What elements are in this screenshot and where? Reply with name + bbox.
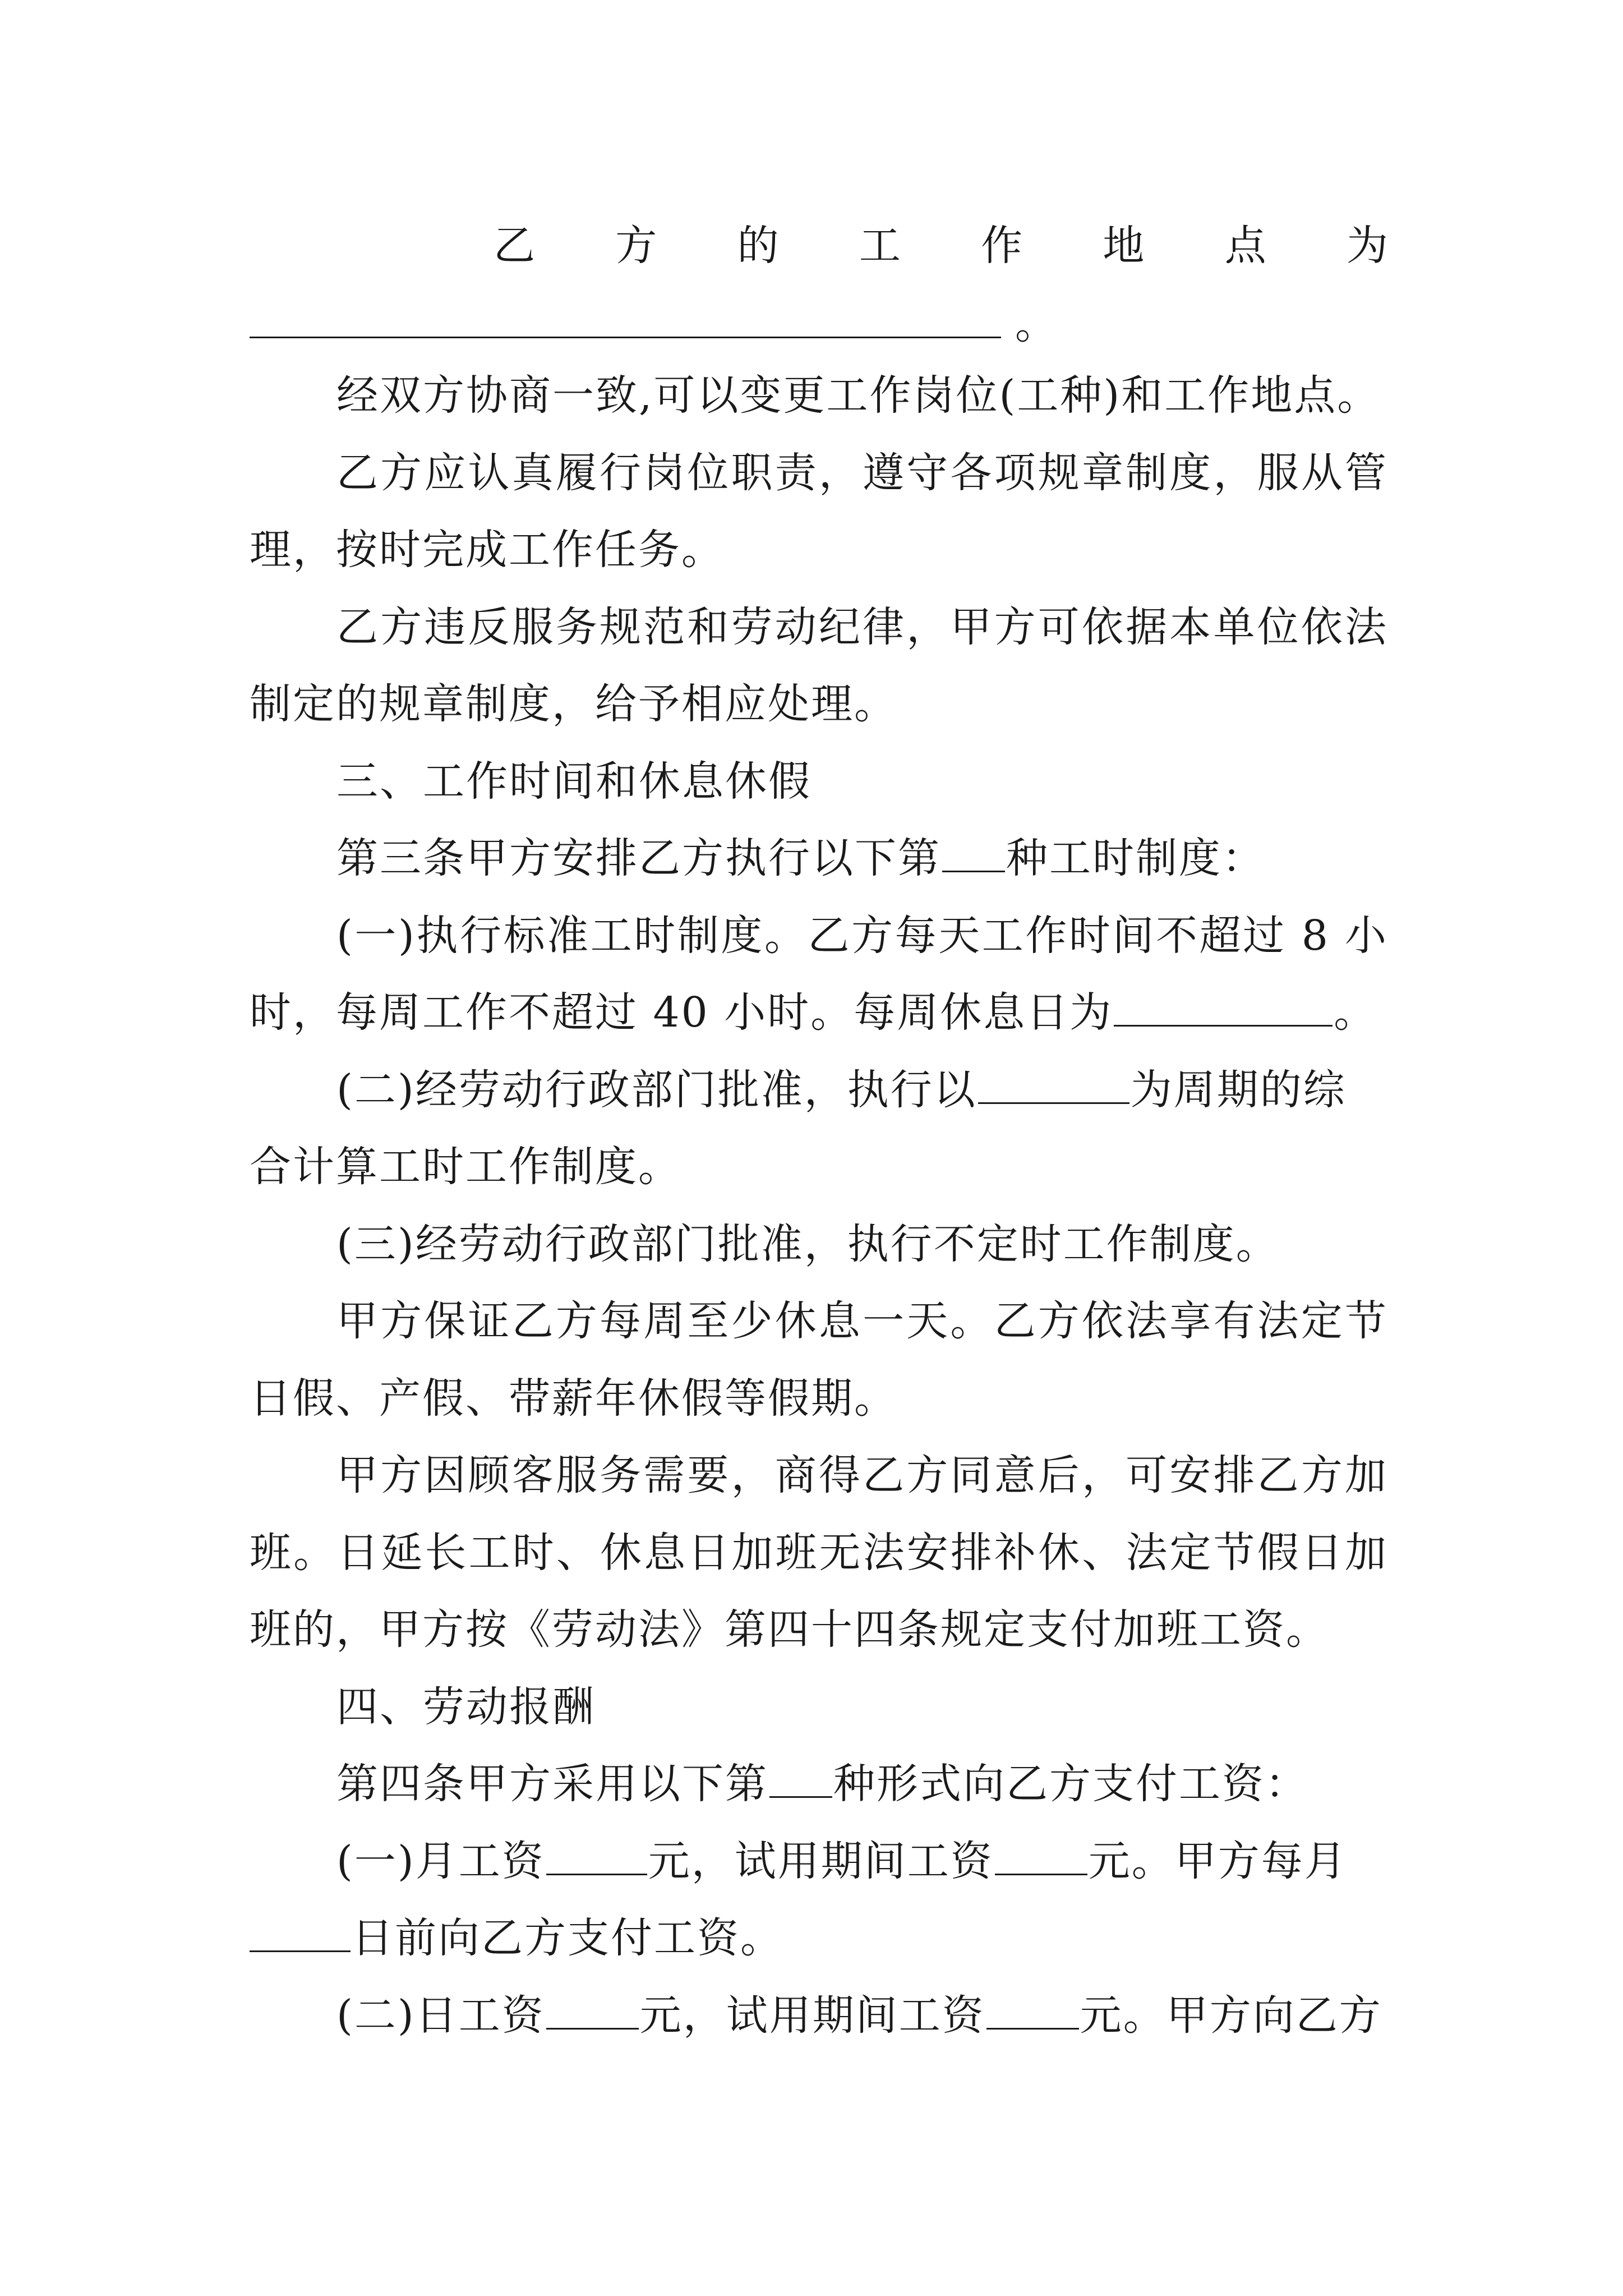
fill-blank-line [546, 1834, 647, 1875]
text-segment: 第四条甲方采用以下第 [336, 1760, 768, 1808]
text-line: 乙方应认真履行岗位职责，遵守各项规章制度，服从管 [336, 449, 1388, 497]
text-segment: 第三条甲方安排乙方执行以下第 [336, 834, 941, 882]
text-segment: 种工时制度： [1006, 834, 1265, 882]
text-line: 经双方协商一致,可以变更工作岗位(工种)和工作地点。 [336, 371, 1381, 420]
text-line [336, 1833, 1388, 1889]
fill-blank-line [978, 1063, 1129, 1104]
fill-blank-line [250, 1911, 351, 1952]
text-line: 乙方违反服务规范和劳动纪律，甲方可依据本单位依法 [336, 603, 1388, 651]
text-line [336, 1062, 1388, 1118]
text-segment: 元。甲方向乙方 [1080, 1991, 1382, 2040]
fill-blank-line [942, 831, 1005, 872]
text-segment: 日前向乙方支付工资。 [352, 1914, 783, 1962]
text-line [336, 1756, 1388, 1812]
text-segment: (二)经劳动行政部门批准，执行以 [336, 1066, 977, 1114]
text-segment: 。 [1334, 988, 1377, 1037]
text-line: (一)执行标准工时制度。乙方每天工作时间不超过 8 小 [336, 912, 1388, 960]
text-segment: 元，试用期间工资 [639, 1991, 985, 2040]
text-line [336, 830, 1388, 886]
text-segment: (一)月工资 [336, 1837, 545, 1885]
section-heading: 三、工作时间和休息休假 [336, 757, 811, 806]
fill-blank-line [250, 337, 1001, 338]
text-line: (三)经劳动行政部门批准，执行不定时工作制度。 [336, 1220, 1279, 1268]
section-heading: 四、劳动报酬 [336, 1683, 596, 1731]
text-line: 班。日延长工时、休息日加班无法安排补休、法定节假日加 [250, 1529, 1388, 1577]
text-line [336, 1987, 1388, 2044]
fill-blank-line [546, 1989, 639, 2030]
text-line: 。 [1015, 300, 1057, 348]
text-segment: 元，试用期间工资 [648, 1837, 994, 1885]
fill-blank-line [1114, 986, 1332, 1027]
text-line: 制定的规章制度，给予相应处理。 [250, 680, 897, 728]
fill-blank-line [986, 1989, 1079, 2030]
text-segment: (二)日工资 [336, 1991, 545, 2040]
text-line: 甲方因顾客服务需要，商得乙方同意后，可安排乙方加 [336, 1451, 1388, 1499]
text-line: 乙方的工作地点为 [494, 222, 1388, 270]
text-line [250, 984, 1388, 1041]
text-segment: 时，每周工作不超过 40 小时。每周休息日为 [250, 988, 1113, 1037]
text-line [250, 1910, 1388, 1966]
text-segment: 为周期的综 [1130, 1066, 1347, 1114]
text-line: 合计算工时工作制度。 [250, 1143, 681, 1191]
text-segment: 元。甲方每月 [1088, 1837, 1348, 1885]
text-line: 日假、产假、带薪年休假等假期。 [250, 1374, 897, 1423]
fill-blank-line [995, 1834, 1087, 1875]
text-line: 班的，甲方按《劳动法》第四十四条规定支付加班工资。 [250, 1605, 1329, 1654]
fill-blank-line [769, 1757, 832, 1798]
text-line: 理，按时完成工作任务。 [250, 526, 725, 574]
text-line: 甲方保证乙方每周至少休息一天。乙方依法享有法定节 [336, 1297, 1388, 1345]
text-segment: 种形式向乙方支付工资： [833, 1760, 1308, 1808]
